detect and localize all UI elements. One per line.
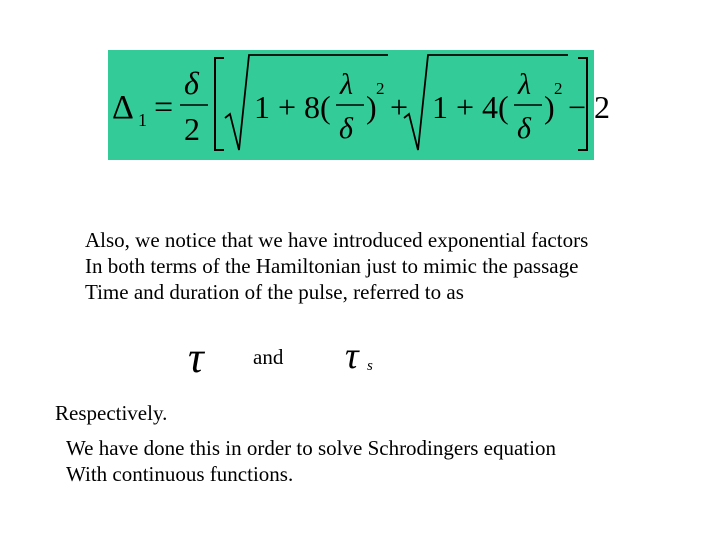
formula-lhs-subscript: 1 <box>138 110 147 130</box>
paragraph2-line-2: With continuous functions. <box>66 462 294 486</box>
formula-term1-denominator: δ <box>339 112 353 145</box>
formula-left-bracket <box>215 58 224 150</box>
formula-box <box>108 50 611 160</box>
formula-frac-numerator: δ <box>184 65 199 101</box>
formula-term1-numerator: λ <box>340 68 353 101</box>
tau-symbol: τ <box>188 333 204 382</box>
formula-term2-prefix: 1 + 4( <box>432 89 509 125</box>
tau-s-subscript: s <box>367 358 373 374</box>
paragraph1-line-1: Also, we notice that we have introduced exponential factors <box>85 228 589 252</box>
paragraph-schrodinger <box>66 435 556 487</box>
formula-term1-exponent: 2 <box>376 79 385 98</box>
formula-frac-denominator: 2 <box>184 111 200 147</box>
formula-term2-exponent: 2 <box>554 79 563 98</box>
formula-lhs-symbol: Δ <box>112 89 134 126</box>
paragraph1-line-3: Time and duration of the pulse, referred to as <box>85 280 464 304</box>
formula-term2-denominator: δ <box>517 112 531 145</box>
formula-term2-numerator: λ <box>518 68 531 101</box>
tau-s-symbol: τ <box>345 335 359 377</box>
formula-equation <box>108 50 611 160</box>
and-word: and <box>253 345 284 369</box>
paragraph1-line-2: In both terms of the Hamiltonian just to mimic the passage <box>85 254 579 278</box>
formula-term2-close: ) <box>544 89 555 125</box>
formula-tail: − 2 <box>568 89 611 125</box>
respectively-text: Respectively. <box>55 401 168 425</box>
paragraph2-line-1: We have done this in order to solve Schrodingers equation <box>66 436 556 460</box>
formula-term1-prefix: 1 + 8( <box>254 89 331 125</box>
formula-plus: + <box>390 89 409 125</box>
formula-equals: = <box>154 89 174 126</box>
formula-term1-close: ) <box>366 89 377 125</box>
paragraph-exponential-factors <box>85 227 588 305</box>
